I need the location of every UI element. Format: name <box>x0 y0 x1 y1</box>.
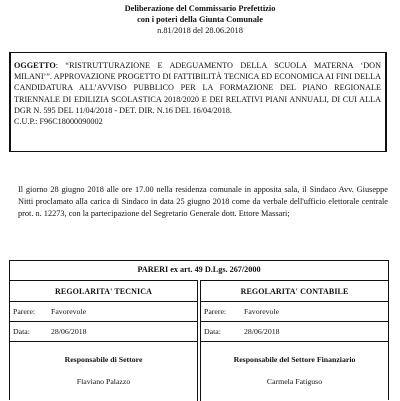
technical-responsible-title: Responsabile di Settore <box>64 355 143 364</box>
accounting-opinion-column <box>200 280 388 401</box>
accounting-data-value: 28/06/2018 <box>244 327 280 336</box>
divider <box>201 341 388 342</box>
technical-data-value: 28/06/2018 <box>51 327 87 336</box>
deliberation-number: n.81/2018 del 28.06.2018 <box>157 26 243 35</box>
accounting-opinion-title: REGOLARITA' CONTABILE <box>240 287 349 296</box>
divider <box>201 321 388 322</box>
technical-parere-value: Favorevole <box>51 307 87 316</box>
technical-responsible-name: Flaviano Palazzo <box>76 377 131 386</box>
document-header <box>0 3 400 36</box>
technical-opinion-column <box>10 280 198 401</box>
divider <box>201 301 388 302</box>
accounting-parere-value: Favorevole <box>244 307 280 316</box>
divider <box>10 321 197 322</box>
accounting-responsible-title: Responsabile del Settore Finanziario <box>233 355 356 364</box>
divider <box>10 341 197 342</box>
technical-data-label: Data: <box>13 327 30 336</box>
cup-code: C.U.P.: F96C18000090002 <box>14 117 103 127</box>
subject-box <box>9 52 387 152</box>
divider <box>10 301 197 302</box>
intro-paragraph: Il giorno 28 giugno 2018 alle ore 17.00 nella residenza comunale in apposita sala, il Sindaco Avv. Giuseppe Nitti proclamato alla carica di Sindaco in data 25 giugno 2018 come da verbale dell'ufficio elettorale centrale prot. n. 12273, con la partecipazione del Segretario Generale dott. Ettore Massari; <box>18 185 388 218</box>
technical-parere-label: Parere: <box>13 307 36 316</box>
subject-text: : “RISTRUTTURAZIONE E ADEGUAMENTO DELLA SCUOLA MATERNA ‘DON MILANI’”. APPROVAZIONE PROGETTO DI FATTIBILITÀ TECNICA ED ECONOMICA AI FINI DELLA CANDIDATURA ALL’AVVISO PUBBLICO PER LA FORMAZIONE DEL PIANO REGIONALE TRIENNALE DI EDILIZIA SCOLASTICA 2018/2020 E DEI RELATIVI PIANI ANNUALI, DI CUI ALLA DGR N. 595 DEL 11/04/2018 - DET. DIR. N.16 DEL 16/04/2018. <box>14 61 381 115</box>
accounting-data-label: Data: <box>204 327 221 336</box>
technical-opinion-title: REGOLARITA' TECNICA <box>55 287 152 296</box>
deliberation-title: Deliberazione del Commissario Prefettizio <box>124 4 276 13</box>
opinions-title: PARERI ex art. 49 D.Lgs. 267/2000 <box>137 265 261 274</box>
deliberation-subtitle: con i poteri della Giunta Comunale <box>137 15 263 24</box>
subject-label: OGGETTO <box>14 61 56 70</box>
accounting-responsible-name: Carmela Fatiguso <box>266 377 323 386</box>
accounting-parere-label: Parere: <box>204 307 227 316</box>
opinions-box <box>9 260 389 400</box>
